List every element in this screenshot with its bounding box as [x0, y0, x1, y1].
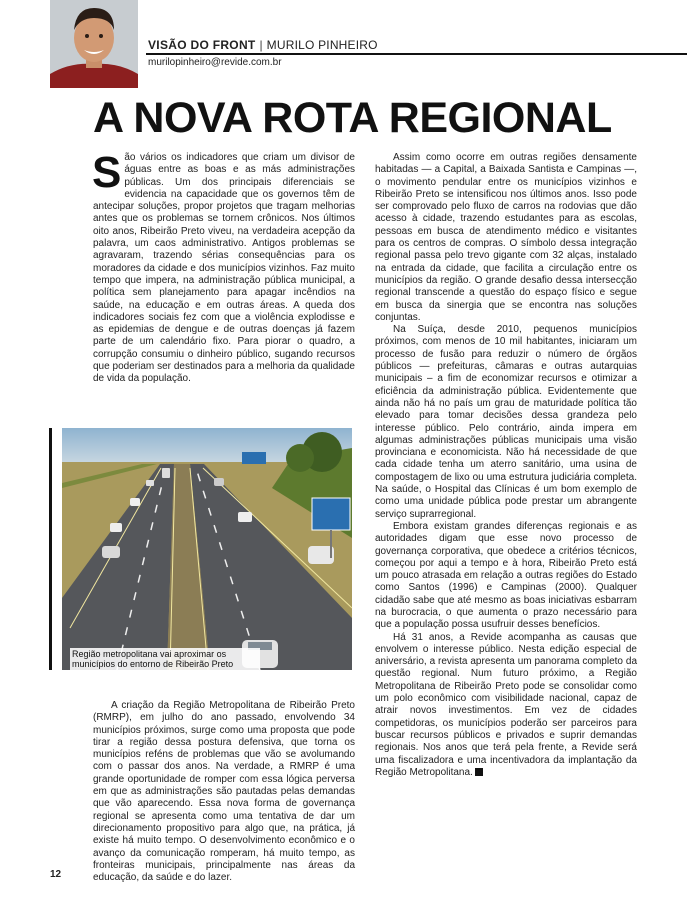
article-column-right: [375, 152, 637, 862]
article-column-left-top: [92, 148, 355, 402]
header-separator: |: [259, 38, 263, 52]
paragraph-4: Na Suíça, desde 2010, pequenos municípios próximos, com menos de 10 mil habitantes, iniciaram um processo de fusão para reduzir o número de órgãos públicos — prefeituras, câmaras e outras autarquias municipais – a fim de economizar recursos e otimizar a eficiência da administração pública. Evidentemente que ainda não há no país um grau de maturidade política tão elevado para tomar decisões dessa grandeza pelo interesse público. Pelo contrário, ainda impera em algumas administrações públicas municipais uma visão provinciana e economicista. Não há necessidade de que cada cidade tenha um aterro sanitário, uma usina de compostagem de lixo ou uma estrutura judiciária completa. Na saúde, o Hospital das Clínicas é um bom exemplo de como uma unidade pública pode prestar um abrangente serviço suprarregional.: [375, 324, 637, 520]
photo-caption: Região metropolitana vai aproximar os municípios do entorno de Ribeirão Preto: [70, 648, 260, 670]
article-column-left-bottom: [93, 700, 355, 884]
author-name: MURILO PINHEIRO: [266, 38, 378, 52]
photo-accent-bar: [49, 428, 52, 670]
paragraph-1-text: ão vários os indicadores que criam um divisor de águas entre as boas e as más administrações públicas. Um dos principais diferenciais se evidencia na capacidade que os governos têm de antecipar soluções, propor projetos que tragam melhorias antes que os problemas se tornem crônicos. Nos últimos oito anos, Ribeirão Preto viveu, na verdadeira acepção da palavra, um caos administrativo. Antigos problemas se agravaram, trazendo sérias consequências para os moradores da cidade e dos municípios vizinhos. Faz muito tempo que impera, na administração pública municipal, a política sem planejamento para apagar incêndios na saúde, na educação e em outras áreas. A queda dos indicadores sociais fez com que a violência explodisse e as epidemias de dengue e de outras doenças já fazem parte de um calendário fixo. Para piorar o quadro, a corrupção consumiu o dinheiro público, sugando recursos que poderiam ser destinados para a melhoria da qualidade de vida da população.: [93, 152, 355, 385]
paragraph-5: Embora existam grandes diferenças regionais e as autoridades digam que esse novo processo de governança corporativa, que obedece a critérios técnicos, começou por aqui a tempo e à hora, Ribeirão Preto está um pouco atrasada em relação a outras regiões do Estado como Santos (1996) e Campinas (2000). Qualquer cidadão sabe que até mesmo as boas iniciativas esbarram na burocracia, o que aumenta o prazo necessário para que a população possa usufruir desses benefícios.: [375, 520, 637, 631]
highway-photo: [62, 428, 352, 670]
page-number: 12: [50, 869, 62, 880]
column-header: [148, 38, 378, 52]
paragraph-1: [92, 148, 355, 386]
paragraph-6-text: Há 31 anos, a Revide acompanha as causas que envolvem o interesse público. Nesta edição especial de aniversário, a revista apresenta um panorama completo da questão regional. Num futuro próximo, a Região Metropolitana de Ribeirão Preto pode se consolidar como um polo econômico com visibilidade nacional, capaz de atrair novos investimentos. Em vez de cidades competidoras, os municípios poderão ser parceiros para buscar recursos públicos e privados e suprir demandas regionais. Nos anos que terá pela frente, a Revide será uma fiscalizadora e uma incentivadora da implantação da Região Metropolitana.: [375, 631, 637, 778]
paragraph-2: A criação da Região Metropolitana de Ribeirão Preto (RMRP), em julho do ano passado, envolvendo 34 municípios próximos, surge como uma proposta que pode tirar a região dessa postura defensiva, que torna os municípios reféns de problemas que vão se avolumando com o passar dos anos. Na verdade, a RMRP é uma grande oportunidade de romper com essa lógica perversa em que as administrações são pautadas pelas demandas que vão aparecendo. Essa nova forma de governança regional se apresenta como uma tentativa de dar um direcionamento propositivo para algo que, na prática, já existe há muito tempo. O desenvolvimento econômico e o avanço da comunicação romperam, há muito tempo, as fronteiras municipais, principalmente nas áreas da educação, da saúde e do lazer.: [93, 700, 355, 884]
paragraph-6: [375, 632, 637, 780]
dropcap: S: [92, 148, 122, 197]
author-photo: [50, 0, 138, 88]
column-name: VISÃO DO FRONT: [148, 38, 256, 52]
paragraph-3: Assim como ocorre em outras regiões densamente habitadas — a Capital, a Baixada Santista e Campinas —, o movimento pendular entre os municípios vizinhos e Ribeirão Preto se intensificou nos últimos anos. Isso pode ser comprovado pelo fluxo de carros na rodovias que dão acesso à cidade, trazendo estudantes para as escolas, pessoas em busca de atendimento médico e visitantes para os centros de compras. O símbolo dessa integração regional passa pelo trevo gigante com 32 alças, instalado na entrada da cidade, que facilita a circulação entre os municípios da região. O grande desafio dessa intersecção regional transcende a questão do espaço físico e segue em busca da sinergia que se encontra nas soluções conjuntas.: [375, 152, 637, 323]
headline: A NOVA ROTA REGIONAL: [93, 94, 612, 142]
header-rule: [146, 53, 687, 55]
revide-square-icon: [475, 768, 483, 776]
author-email[interactable]: murilopinheiro@revide.com.br: [148, 57, 282, 68]
